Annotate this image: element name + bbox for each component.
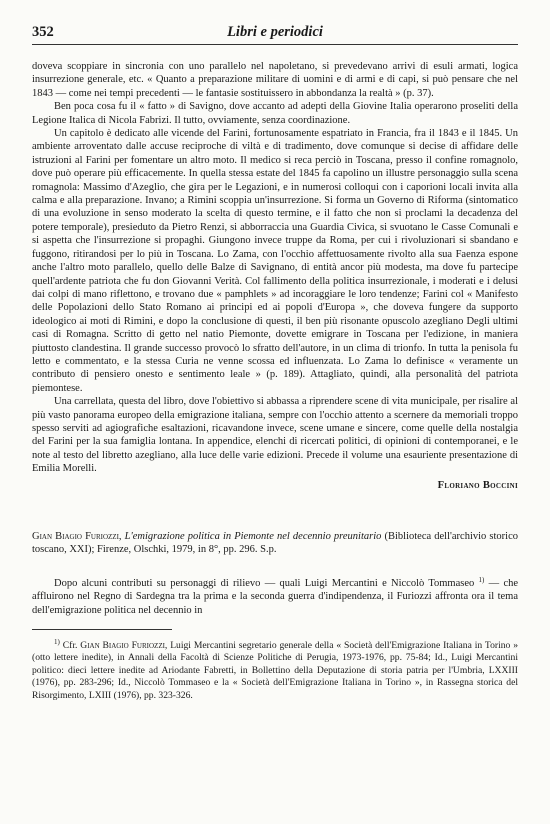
footnote: $^{1)}$ Cfr. Gian Biagio Furiozzi, Luigi Mercantini segretario generale della « Società dell'Emigrazione Italiana in Torino » (otto lettere inedite), in Annali della Facoltà di Scienze Politiche di Perugia, 1973-1976, pp. 75-84; Id., Luigi Mercantini politico: dieci lettere inedite ad Ariodante Fabretti, in Bollettino della Deputazione di storia patria per l'Umbria, LXXIII (1976), pp. 283-296; Id., Niccolò Tommaseo e la « Società dell'Emigrazione Italiana in Torino », in Rassegna storica del Risorgimento, LXIII (1976), pp. 323-326. (32, 638, 518, 701)
footnote-rule (32, 629, 172, 630)
review-bibliography: Gian Biagio Furiozzi, L'emigrazione politica in Piemonte nel decennio preunitario (Biblioteca dell'archivio storico toscano, XXI); Firenze, Olschki, 1979, in 8°, pp. 296. S.p. (32, 531, 518, 556)
review-author: Gian Biagio Furiozzi (32, 531, 119, 542)
footnote-cf: Cfr. (62, 640, 78, 652)
review-title: L'emigrazione politica in Piemonte nel decennio preunitario (124, 531, 382, 542)
header-rule (32, 44, 518, 45)
footnote-ref[interactable]: 1) (478, 575, 485, 584)
review-section (32, 530, 518, 617)
review-gap (32, 557, 518, 577)
review-text-a: Dopo alcuni contributi su personaggi di rilievo — quali Luigi Mercantini e Niccolò Tommaseo (54, 577, 475, 589)
section-gap (32, 492, 518, 530)
main-text (32, 60, 518, 702)
footnote-marker: 1) (54, 638, 60, 647)
paragraph-3: Un capitolo è dedicato alle vicende del Farini, fortunosamente espatriato in Francia, fra il 1843 e il 1845. Un ambiente arroventato dalle accuse reciproche di viltà e di tradimento, dove comunque si decise di affidare delle istruzioni al Farini per fomentare un altro moto. Il medico si reca perciò in Toscana, presso il confine romagnolo, dove può operare più efficacemente. In quella stessa estate del 1845 fa capolino un illustre personaggio sulla scena romagnola: Massimo d'Azeglio, che gira per le Legazioni, e in numerosi colloqui con i caporioni locali invita alla calma e alla preparazione. Invano; a Rimini scoppia un'insurrezione. Si forma un Governo di Riforma (sintomatico di una evoluzione in senso moderato la scelta di questo termine, e il fatto che non si proclami la decadenza del potere temporale), presieduto da Pietro Renzi, si abborraccia una Guardia Civica, si svuotano le Casse Comunali e si aspetta che l'insurrezione si propaghi. Giungono invece truppe da Roma, per cui i rivoluzionari si sbandano e fuggono, ritirandosi per lo più in Toscana. Lo Zama, con l'occhio affettuosamente rivolto alla sua Faenza espone anche l'altro moto parallelo, quello delle Balze di Savignano, di entità ancor più modesta, ma dove fu partecipe quell'ardente patriota che fu don Giovanni Verità. Col fallimento della politica insurrezionale, i moderati e i delusi dai colpi di mano riflettono, e trovano due « pamphlets » ad incoraggiare le loro tendenze; Farini col « Manifesto delle Popolazioni dello Stato Romano ai principi ed ai popoli d'Europa », che doveva fungere da supporto ideologico ai moti di Rimini, e dopo la conclusione di questi, il ben più risonante opuscolo azegliano Degli ultimi casi di Romagna. Scritto di getto nel natio Piemonte, dovette emigrare in Toscana per l'edizione, in maniera piuttosto clandestina. Il grande successo provocò lo sfratto dell'autore, in un clima di trionfo. In tutta la penisola fu letto e commentato, e la stessa Curia ne venne scossa ed influenzata. Lo Zama lo definisce « veramente un contributo di pensiero onesto e sentimento leale » (p. 189). Attagliato, quindi, alla personalità del patriota piemontese. (32, 128, 518, 394)
review-text-b: — che affluirono nel Regno di Sardegna tra la prima e la seconda guerra d'indipendenza, il Furiozzi affronta ora il tema dell'emigrazione politica nel decennio in (32, 577, 519, 616)
page-number: 352 (32, 24, 54, 40)
running-header (32, 22, 518, 48)
footnote-author: Gian Biagio Furiozzi (80, 640, 165, 652)
footnote-text: Luigi Mercantini segretario generale della « Società dell'Emigrazione Italiana in Torino » (otto lettere inedite), in Annali della Facoltà di Scienze Politiche di Perugia, 1973-1976, pp. 75-84; Id., Luigi Mercantini politico: dieci lettere inedite ad Ariodante Fabretti, in Bollettino della Deputazione di storia patria per l'Umbria, LXXIII (1976), pp. 283-296; Id., Niccolò Tommaseo e la « Società dell'Emigrazione Italiana in Torino », in Rassegna storica del Risorgimento, LXIII (1976), pp. 323-326. (32, 640, 518, 701)
paragraph-2: Ben poca cosa fu il « fatto » di Savigno, dove accanto ad adepti della Giovine Italia operarono proseliti della Legione Italica di Nicola Fabrizi. Il tutto, ovviamente, senza coordinazione. (32, 101, 518, 126)
review-details: (Biblioteca dell'archivio storico toscano, XXI); Firenze, Olschki, 1979, in 8°, pp. 296. S.p. (32, 531, 518, 556)
signature: Floriano Boccini (437, 479, 518, 491)
paragraph-1: doveva scoppiare in sincronia con uno parallelo nel napoletano, si prevedevano arrivi di esuli armati, logica insurrezione generale, etc. « Quanto a preparazione militare di uomini e di armi e di capi, si può pensare che nel 1843 — come nei tempi precedenti — le fantasie sostituissero in abbondanza la realtà » (p. 37). (32, 61, 518, 99)
paragraph-4: Una carrellata, questa del libro, dove l'obiettivo si abbassa a riprendere scene di vita municipale, per risalire al più vasto panorama europeo della emigrazione italiana, sempre con l'occhio attento a scernere da memoriali troppo spesso serviti ad agiografiche esaltazioni, ricavandone invece, scene umane e sincere, come quelle della nostalgia del Farini per la sua famiglia lontana. In appendice, elenchi di ricercati politici, di opinioni di contemporanei, e le note al testo del libretto azegliano, alla luce delle varie edizioni. Precede il volume una esauriente presentazione di Emilia Morelli. (32, 396, 518, 475)
running-title: Libri e periodici (227, 24, 323, 40)
review-paragraph (32, 577, 518, 617)
